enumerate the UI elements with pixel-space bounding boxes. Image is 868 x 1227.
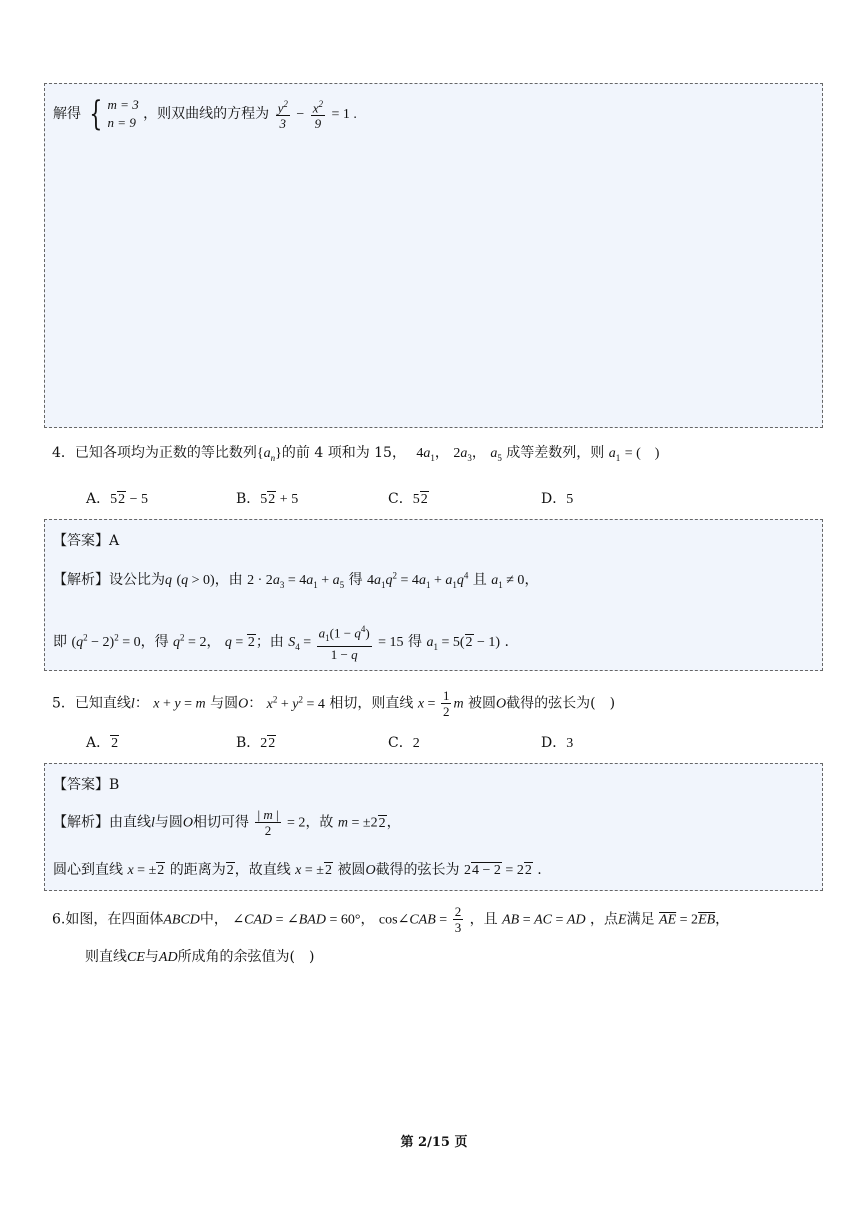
solution-prefix: 解得: [53, 106, 81, 122]
question-6-line2: 则直线CE与AD所成角的余弦值为( ): [85, 949, 315, 965]
equation-system: [108, 96, 139, 132]
option-b[interactable]: B．22: [236, 735, 276, 751]
analysis-line-1: 【解析】设公比为q (q > 0)，由 $2 \cdot 2a_3 = 4a_1 + a_5$ 得 $4a_1q^2 = 4a_1 + a_1q^4$ 且 $a_1 \ne 0$，: [53, 570, 539, 590]
option-c[interactable]: C．2: [388, 735, 420, 751]
option-c[interactable]: C．52: [388, 491, 428, 507]
option-a[interactable]: A．2: [86, 735, 119, 751]
fraction-s4: $\frac{a_1(1 - q^4)}{1 - q}$: [318, 624, 370, 662]
equation-rest: = 1 .: [331, 107, 357, 122]
answer-label: 【答案】B: [53, 777, 120, 793]
system-eq-n: n = 9: [107, 115, 136, 130]
fraction-x2-9: $\frac{x^2}{9}$: [312, 98, 323, 132]
solution-middle-text: ，则双曲线的方程为: [143, 106, 270, 122]
question-6-stem: 6.如图，在四面体ABCD中， ∠CAD = ∠BAD = 60°， cos∠CAB = $\frac{2}{3}$ ，且 AB = AC = AD ，点E满足 $\overline{AE} = 2\overline{EB}$，: [52, 904, 730, 935]
analysis-line-2: 圆心到直线 x = ±2 的距离为2，故直线 x = ±2 被圆O截得的弦长为 24 − 2 = 22 .: [53, 862, 542, 878]
analysis-line-1: 【解析】由直线l与圆O相切可得 $\frac{| m |}{2}$ = 2，故 m = ±22，: [53, 807, 401, 838]
option-a[interactable]: A．52 − 5: [86, 491, 149, 507]
page-number: 第 2/15 页: [400, 1135, 468, 1150]
solution-line: 解得 { m = 3 n = 9 ，则双曲线的方程为 $\frac{y^2}{3}$ − $\frac{x^2}{9}$ = 1 .: [53, 94, 357, 134]
brace-symbol: {: [89, 94, 103, 134]
question-5-stem: 5．已知直线l： x + y = m 与圆O： $x^2 + y^2 = 4$ 相切，则直线 x = $\frac{1}{2}$ m 被圆O截得的弦长为( ): [52, 688, 616, 719]
analysis-line-2: 即 $(q^2 - 2)^2 = 0$，得 $q^2 = 2$， q = 2；由 $S_4$ = $\frac{a_1(1 - q^4)}{1 - q}$ = 15 得 $a_1 = 5(2 - 1)$ .: [53, 624, 509, 662]
option-b[interactable]: B．52 + 5: [236, 491, 299, 507]
fraction-y2-3: $\frac{y^2}{3}$: [277, 98, 288, 132]
option-d[interactable]: D．3: [541, 735, 574, 751]
option-d[interactable]: D．5: [541, 491, 574, 507]
question-4-stem: 4．已知各项均为正数的等比数列$\{a_n\}$的前 4 项和为 15， $4a_1$， $2a_3$， $a_5$ 成等差数列，则 $a_1$ = ( ): [52, 445, 660, 463]
system-eq-m: m = 3: [107, 97, 139, 112]
solution-box-q3: [44, 83, 823, 428]
answer-label: 【答案】A: [53, 533, 120, 549]
